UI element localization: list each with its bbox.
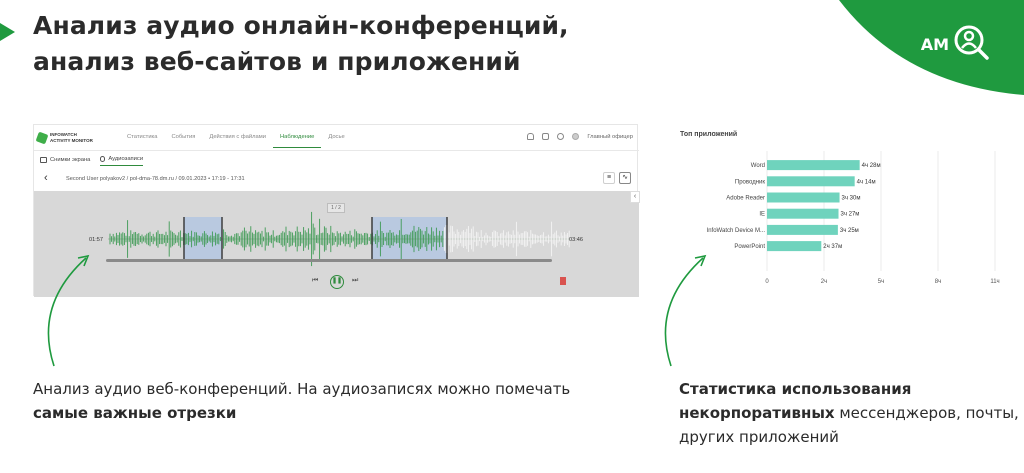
tab-dossier[interactable]: Досье xyxy=(328,134,345,140)
category-label: Adobe Reader xyxy=(726,195,765,202)
activity-monitor-screenshot xyxy=(33,124,638,296)
x-tick-label: 2ч xyxy=(820,279,828,285)
category-label: IE xyxy=(759,211,765,218)
playback-progress-bar[interactable] xyxy=(106,259,552,262)
next-icon[interactable]: ⏭ xyxy=(352,277,359,284)
slide-title-line-1: Анализ аудио онлайн-конференций, xyxy=(33,11,569,40)
category-label: Word xyxy=(750,163,765,170)
document-icon[interactable] xyxy=(542,133,549,140)
data-label: 4ч 28м xyxy=(861,163,881,170)
gear-icon[interactable] xyxy=(557,133,564,140)
nav-tabs xyxy=(120,134,352,148)
top-apps-chart xyxy=(677,127,1004,289)
caption-apps xyxy=(679,377,1024,449)
category-label: PowerPoint xyxy=(734,244,765,251)
bar[interactable] xyxy=(767,160,860,170)
tab-screenshots-label: Снимки экрана xyxy=(50,156,91,163)
data-label: 2ч 37м xyxy=(823,244,843,251)
avatar[interactable] xyxy=(572,133,579,140)
sub-tabs xyxy=(40,156,143,166)
time-end: 03:46 xyxy=(569,237,583,243)
page-indicator: 1 / 2 xyxy=(327,203,345,213)
slide-title-line-2: анализ веб-сайтов и приложений xyxy=(33,47,521,76)
bar[interactable] xyxy=(767,225,838,235)
x-tick-label: 5ч xyxy=(877,279,885,285)
waveform-view-icon[interactable]: ∿ xyxy=(619,172,631,184)
tab-audio-label: Аудиозаписи xyxy=(108,156,144,162)
app-nav-bar xyxy=(34,125,639,151)
tab-audio[interactable] xyxy=(100,156,143,166)
caption-audio-text: Анализ аудио веб-конференций. На аудиозаписях можно помечать xyxy=(33,380,571,398)
back-arrow-icon[interactable]: ‹ xyxy=(44,172,48,184)
caption-apps-text: мессенджеров, почты, других приложений xyxy=(679,404,1019,446)
logo-text: AM xyxy=(920,35,949,54)
breadcrumb: Second User polyakov2 / pol-dma-78.dm.ru / 09.01.2023 • 17:19 - 17:31 xyxy=(66,176,245,182)
x-tick-label: 11ч xyxy=(990,279,1000,285)
category-label: Проводник xyxy=(734,179,765,186)
logo-line-1: INFOWATCH xyxy=(50,132,77,137)
chevron-left-icon[interactable]: ‹ xyxy=(630,191,640,203)
slide-title xyxy=(33,8,569,80)
camera-icon xyxy=(40,157,47,163)
title-bullet-arrow xyxy=(0,23,15,41)
bookmark-icon[interactable] xyxy=(560,277,566,285)
prev-icon[interactable]: ⏮ xyxy=(312,277,319,284)
x-tick-label: 0 xyxy=(765,279,769,285)
corner-logo xyxy=(824,0,1024,100)
user-name[interactable]: Главный офицер xyxy=(587,133,633,140)
caption-audio xyxy=(33,377,613,425)
bell-icon[interactable] xyxy=(527,133,534,140)
data-label: 3ч 30м xyxy=(841,195,861,202)
tab-file-actions[interactable]: Действия с файлами xyxy=(209,134,266,140)
breadcrumb-row xyxy=(34,169,639,189)
pause-button[interactable]: ❚❚ xyxy=(330,275,344,289)
x-tick-label: 8ч xyxy=(934,279,942,285)
infowatch-logo-icon xyxy=(36,131,49,144)
caption-arrow-left xyxy=(38,250,98,372)
bar[interactable] xyxy=(767,176,855,186)
bar[interactable] xyxy=(767,193,840,203)
bar[interactable] xyxy=(767,209,839,219)
logo-line-2: ACTIVITY MONITOR xyxy=(50,137,93,143)
tab-screenshots[interactable] xyxy=(40,156,90,166)
time-start: 01:57 xyxy=(89,237,103,243)
tab-monitoring[interactable]: Наблюдение xyxy=(273,134,321,148)
bar[interactable] xyxy=(767,241,821,251)
data-label: 3ч 27м xyxy=(840,211,860,218)
caption-arrow-right xyxy=(655,250,715,372)
audio-player xyxy=(34,191,639,297)
tab-events[interactable]: События xyxy=(171,134,196,140)
data-label: 4ч 14м xyxy=(856,179,876,186)
app-logo[interactable] xyxy=(37,132,93,143)
chart-plot xyxy=(677,127,1004,289)
chart-title: Топ приложений xyxy=(680,131,738,138)
microphone-icon xyxy=(100,156,105,162)
caption-audio-bold: самые важные отрезки xyxy=(33,404,237,422)
tab-statistics[interactable]: Статистика xyxy=(127,134,158,140)
category-label: InfoWatch Device M... xyxy=(706,227,765,234)
nav-right-tools xyxy=(527,133,633,140)
caption-apps-bold: Статистика использования некорпоративных xyxy=(679,380,912,422)
data-label: 3ч 25м xyxy=(839,227,859,234)
magnifier-person-icon xyxy=(952,23,990,61)
view-switcher xyxy=(603,172,631,184)
list-view-icon[interactable]: ≡ xyxy=(603,172,615,184)
